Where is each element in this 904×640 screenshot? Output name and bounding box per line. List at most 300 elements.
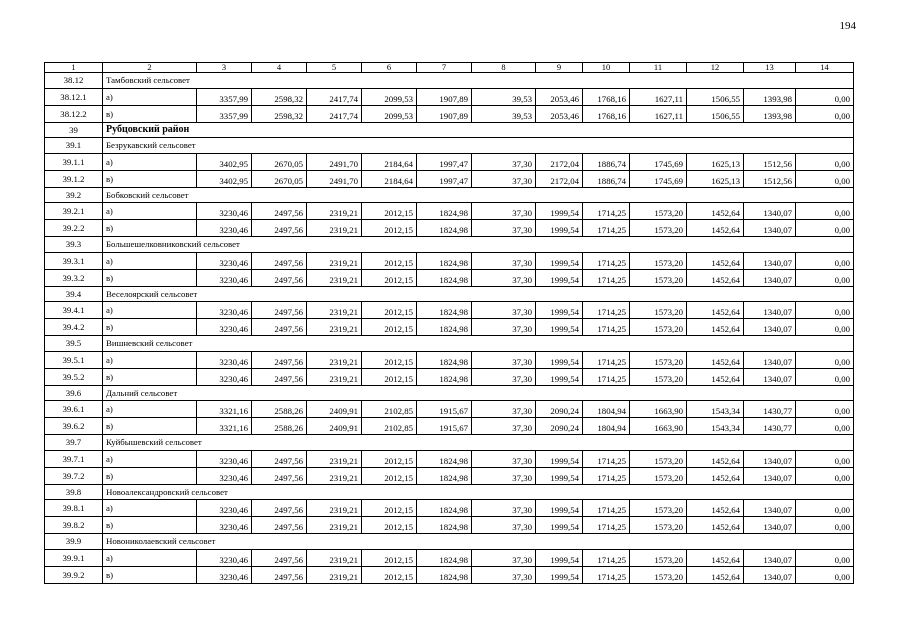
- value-cell: 1907,89: [417, 88, 472, 105]
- value-cell: 0,00: [796, 203, 854, 220]
- value-cell: 1340,07: [744, 549, 796, 566]
- row-code: 39.8.2: [45, 517, 103, 534]
- value-cell: 3230,46: [197, 368, 252, 385]
- value-cell: 1340,07: [744, 220, 796, 237]
- value-cell: 1824,98: [417, 566, 472, 583]
- value-cell: 2319,21: [307, 252, 362, 269]
- value-cell: 1625,13: [687, 170, 744, 187]
- value-cell: 1573,20: [630, 252, 687, 269]
- value-cell: 1506,55: [687, 88, 744, 105]
- value-cell: 1340,07: [744, 368, 796, 385]
- value-cell: 3357,99: [197, 105, 252, 122]
- value-cell: 2012,15: [362, 368, 417, 385]
- value-cell: 2497,56: [252, 450, 307, 467]
- column-header: 12: [687, 63, 744, 73]
- value-cell: 1573,20: [630, 467, 687, 484]
- value-cell: 1768,16: [583, 105, 630, 122]
- value-cell: 0,00: [796, 88, 854, 105]
- value-cell: 2053,46: [536, 88, 583, 105]
- value-cell: 1714,25: [583, 467, 630, 484]
- settlement-name: Веселоярский сельсовет: [103, 286, 854, 302]
- row-label: а): [103, 153, 197, 170]
- settlement-name: Дальний сельсовет: [103, 385, 854, 401]
- value-cell: 1393,98: [744, 88, 796, 105]
- value-cell: 1452,64: [687, 566, 744, 583]
- value-cell: 2598,32: [252, 105, 307, 122]
- value-cell: 1512,56: [744, 153, 796, 170]
- value-cell: 1452,64: [687, 549, 744, 566]
- value-cell: 1714,25: [583, 566, 630, 583]
- row-code: 39.2.1: [45, 203, 103, 220]
- table-row: [45, 170, 854, 187]
- value-cell: 1573,20: [630, 269, 687, 286]
- row-label: в): [103, 467, 197, 484]
- value-cell: 1340,07: [744, 450, 796, 467]
- value-cell: 2588,26: [252, 418, 307, 435]
- value-cell: 3230,46: [197, 566, 252, 583]
- value-cell: 37,30: [472, 401, 536, 418]
- value-cell: 1663,90: [630, 401, 687, 418]
- value-cell: 1452,64: [687, 302, 744, 319]
- value-cell: 1824,98: [417, 549, 472, 566]
- table-row: [45, 105, 854, 122]
- value-cell: 1714,25: [583, 269, 630, 286]
- value-cell: 1340,07: [744, 252, 796, 269]
- row-code: 39.3.1: [45, 252, 103, 269]
- value-cell: 1907,89: [417, 105, 472, 122]
- row-label: в): [103, 418, 197, 435]
- column-header: 7: [417, 63, 472, 73]
- value-cell: 1745,69: [630, 153, 687, 170]
- row-label: в): [103, 368, 197, 385]
- value-cell: 0,00: [796, 450, 854, 467]
- table-row: [45, 269, 854, 286]
- district-row: [45, 122, 854, 138]
- row-code: 39.8.1: [45, 500, 103, 517]
- value-cell: 1573,20: [630, 368, 687, 385]
- value-cell: 2319,21: [307, 467, 362, 484]
- value-cell: 2012,15: [362, 467, 417, 484]
- value-cell: 37,30: [472, 566, 536, 583]
- value-cell: 2319,21: [307, 549, 362, 566]
- value-cell: 2491,70: [307, 153, 362, 170]
- value-cell: 37,30: [472, 517, 536, 534]
- value-cell: 1452,64: [687, 252, 744, 269]
- value-cell: 1573,20: [630, 302, 687, 319]
- column-header: 6: [362, 63, 417, 73]
- section-row: [45, 534, 854, 550]
- value-cell: 0,00: [796, 319, 854, 336]
- column-header: 13: [744, 63, 796, 73]
- value-cell: 0,00: [796, 302, 854, 319]
- value-cell: 1714,25: [583, 450, 630, 467]
- value-cell: 1824,98: [417, 517, 472, 534]
- row-code: 39.1.2: [45, 170, 103, 187]
- value-cell: 0,00: [796, 566, 854, 583]
- value-cell: 3230,46: [197, 549, 252, 566]
- value-cell: 0,00: [796, 269, 854, 286]
- value-cell: 2670,05: [252, 153, 307, 170]
- table-row: [45, 302, 854, 319]
- value-cell: 1999,54: [536, 517, 583, 534]
- settlement-name: Вишневский сельсовет: [103, 336, 854, 352]
- value-cell: 37,30: [472, 450, 536, 467]
- value-cell: 1625,13: [687, 153, 744, 170]
- value-cell: 1573,20: [630, 220, 687, 237]
- section-row: [45, 286, 854, 302]
- row-label: а): [103, 401, 197, 418]
- row-label: а): [103, 203, 197, 220]
- row-code: 39.1.1: [45, 153, 103, 170]
- value-cell: 2491,70: [307, 170, 362, 187]
- value-cell: 1573,20: [630, 549, 687, 566]
- row-code: 39.2: [45, 187, 103, 203]
- value-cell: 2172,04: [536, 153, 583, 170]
- settlement-name: Безрукавский сельсовет: [103, 138, 854, 154]
- value-cell: 37,30: [472, 153, 536, 170]
- value-cell: 2184,64: [362, 153, 417, 170]
- value-cell: 1340,07: [744, 500, 796, 517]
- section-row: [45, 237, 854, 253]
- row-code: 39.2.2: [45, 220, 103, 237]
- value-cell: 1452,64: [687, 368, 744, 385]
- value-cell: 2417,74: [307, 105, 362, 122]
- value-cell: 3230,46: [197, 517, 252, 534]
- value-cell: 2099,53: [362, 105, 417, 122]
- row-code: 39.5.2: [45, 368, 103, 385]
- row-label: а): [103, 88, 197, 105]
- table-row: [45, 203, 854, 220]
- value-cell: 1999,54: [536, 302, 583, 319]
- table-row: [45, 467, 854, 484]
- row-code: 39.9.1: [45, 549, 103, 566]
- value-cell: 37,30: [472, 252, 536, 269]
- value-cell: 37,30: [472, 170, 536, 187]
- row-code: 39.6.1: [45, 401, 103, 418]
- value-cell: 3230,46: [197, 252, 252, 269]
- row-label: а): [103, 450, 197, 467]
- column-header: 8: [472, 63, 536, 73]
- section-row: [45, 435, 854, 451]
- table-row: [45, 368, 854, 385]
- table-row: [45, 220, 854, 237]
- value-cell: 0,00: [796, 220, 854, 237]
- value-cell: 1663,90: [630, 418, 687, 435]
- value-cell: 1340,07: [744, 351, 796, 368]
- value-cell: 1999,54: [536, 252, 583, 269]
- row-label: а): [103, 549, 197, 566]
- row-label: в): [103, 220, 197, 237]
- value-cell: 1452,64: [687, 450, 744, 467]
- section-row: [45, 336, 854, 352]
- value-cell: 1886,74: [583, 153, 630, 170]
- value-cell: 1452,64: [687, 269, 744, 286]
- value-cell: 1573,20: [630, 500, 687, 517]
- value-cell: 2012,15: [362, 252, 417, 269]
- value-cell: 1452,64: [687, 319, 744, 336]
- row-code: 39.7.1: [45, 450, 103, 467]
- settlement-name: Бобковский сельсовет: [103, 187, 854, 203]
- value-cell: 1393,98: [744, 105, 796, 122]
- value-cell: 1512,56: [744, 170, 796, 187]
- column-header: 9: [536, 63, 583, 73]
- value-cell: 2497,56: [252, 517, 307, 534]
- value-cell: 1804,94: [583, 418, 630, 435]
- page-number: 194: [839, 20, 856, 32]
- value-cell: 1627,11: [630, 88, 687, 105]
- column-number-row: [45, 63, 854, 73]
- value-cell: 2099,53: [362, 88, 417, 105]
- value-cell: 0,00: [796, 368, 854, 385]
- row-code: 39.6.2: [45, 418, 103, 435]
- value-cell: 1997,47: [417, 170, 472, 187]
- value-cell: 2497,56: [252, 500, 307, 517]
- value-cell: 39,53: [472, 105, 536, 122]
- value-cell: 37,30: [472, 368, 536, 385]
- value-cell: 1340,07: [744, 517, 796, 534]
- value-cell: 1506,55: [687, 105, 744, 122]
- value-cell: 2102,85: [362, 418, 417, 435]
- value-cell: 1573,20: [630, 319, 687, 336]
- row-code: 38.12: [45, 73, 103, 89]
- value-cell: 1824,98: [417, 269, 472, 286]
- value-cell: 3230,46: [197, 302, 252, 319]
- value-cell: 1999,54: [536, 500, 583, 517]
- value-cell: 2588,26: [252, 401, 307, 418]
- row-label: в): [103, 566, 197, 583]
- value-cell: 2012,15: [362, 351, 417, 368]
- settlement-name: Тамбовский сельсовет: [103, 73, 854, 89]
- column-header: 3: [197, 63, 252, 73]
- row-code: 39.1: [45, 138, 103, 154]
- row-code: 39.9: [45, 534, 103, 550]
- value-cell: 1340,07: [744, 566, 796, 583]
- value-cell: 2670,05: [252, 170, 307, 187]
- value-cell: 2598,32: [252, 88, 307, 105]
- value-cell: 1452,64: [687, 517, 744, 534]
- value-cell: 3230,46: [197, 467, 252, 484]
- value-cell: 3230,46: [197, 450, 252, 467]
- value-cell: 2012,15: [362, 549, 417, 566]
- row-code: 39.6: [45, 385, 103, 401]
- value-cell: 2319,21: [307, 319, 362, 336]
- value-cell: 0,00: [796, 500, 854, 517]
- row-label: а): [103, 252, 197, 269]
- row-label: а): [103, 500, 197, 517]
- row-label: в): [103, 517, 197, 534]
- value-cell: 39,53: [472, 88, 536, 105]
- row-code: 38.12.1: [45, 88, 103, 105]
- value-cell: 1999,54: [536, 203, 583, 220]
- tariff-table: [44, 62, 854, 584]
- column-header: 14: [796, 63, 854, 73]
- column-header: 5: [307, 63, 362, 73]
- value-cell: 0,00: [796, 105, 854, 122]
- value-cell: 1915,67: [417, 401, 472, 418]
- value-cell: 1824,98: [417, 203, 472, 220]
- row-code: 39.9.2: [45, 566, 103, 583]
- value-cell: 2319,21: [307, 368, 362, 385]
- value-cell: 1714,25: [583, 302, 630, 319]
- value-cell: 3321,16: [197, 418, 252, 435]
- value-cell: 2102,85: [362, 401, 417, 418]
- value-cell: 1430,77: [744, 418, 796, 435]
- value-cell: 2319,21: [307, 517, 362, 534]
- value-cell: 2409,91: [307, 401, 362, 418]
- value-cell: 3321,16: [197, 401, 252, 418]
- value-cell: 1543,34: [687, 418, 744, 435]
- value-cell: 1714,25: [583, 203, 630, 220]
- row-code: 39.3.2: [45, 269, 103, 286]
- value-cell: 2012,15: [362, 450, 417, 467]
- row-label: а): [103, 351, 197, 368]
- value-cell: 0,00: [796, 549, 854, 566]
- table-row: [45, 549, 854, 566]
- settlement-name: Новониколаевский сельсовет: [103, 534, 854, 550]
- value-cell: 37,30: [472, 302, 536, 319]
- value-cell: 1768,16: [583, 88, 630, 105]
- section-row: [45, 484, 854, 500]
- value-cell: 1452,64: [687, 467, 744, 484]
- value-cell: 1340,07: [744, 319, 796, 336]
- value-cell: 2012,15: [362, 220, 417, 237]
- value-cell: 1999,54: [536, 566, 583, 583]
- value-cell: 1340,07: [744, 269, 796, 286]
- value-cell: 1714,25: [583, 220, 630, 237]
- value-cell: 2319,21: [307, 269, 362, 286]
- section-row: [45, 187, 854, 203]
- value-cell: 2012,15: [362, 517, 417, 534]
- value-cell: 1824,98: [417, 319, 472, 336]
- column-header: 2: [103, 63, 197, 73]
- column-header: 11: [630, 63, 687, 73]
- district-name: Рубцовский район: [103, 122, 854, 138]
- value-cell: 2319,21: [307, 203, 362, 220]
- value-cell: 0,00: [796, 467, 854, 484]
- value-cell: 1573,20: [630, 351, 687, 368]
- value-cell: 37,30: [472, 351, 536, 368]
- row-label: в): [103, 170, 197, 187]
- row-code: 39.3: [45, 237, 103, 253]
- value-cell: 1340,07: [744, 203, 796, 220]
- value-cell: 37,30: [472, 220, 536, 237]
- value-cell: 37,30: [472, 467, 536, 484]
- column-header: 4: [252, 63, 307, 73]
- value-cell: 2012,15: [362, 319, 417, 336]
- row-code: 39.5.1: [45, 351, 103, 368]
- table-row: [45, 500, 854, 517]
- column-header: 1: [45, 63, 103, 73]
- value-cell: 2497,56: [252, 566, 307, 583]
- value-cell: 0,00: [796, 170, 854, 187]
- value-cell: 1452,64: [687, 351, 744, 368]
- value-cell: 1824,98: [417, 368, 472, 385]
- value-cell: 37,30: [472, 203, 536, 220]
- value-cell: 0,00: [796, 252, 854, 269]
- value-cell: 2012,15: [362, 500, 417, 517]
- value-cell: 1714,25: [583, 368, 630, 385]
- value-cell: 2012,15: [362, 302, 417, 319]
- value-cell: 1452,64: [687, 203, 744, 220]
- value-cell: 1824,98: [417, 351, 472, 368]
- row-code: 39: [45, 122, 103, 138]
- table-row: [45, 88, 854, 105]
- value-cell: 1714,25: [583, 517, 630, 534]
- value-cell: 1999,54: [536, 368, 583, 385]
- value-cell: 3230,46: [197, 351, 252, 368]
- value-cell: 3357,99: [197, 88, 252, 105]
- value-cell: 1804,94: [583, 401, 630, 418]
- value-cell: 1999,54: [536, 220, 583, 237]
- table-body: [45, 63, 854, 584]
- value-cell: 1430,77: [744, 401, 796, 418]
- settlement-name: Куйбышевский сельсовет: [103, 435, 854, 451]
- value-cell: 1573,20: [630, 203, 687, 220]
- value-cell: 2497,56: [252, 252, 307, 269]
- value-cell: 3230,46: [197, 220, 252, 237]
- value-cell: 0,00: [796, 418, 854, 435]
- value-cell: 2184,64: [362, 170, 417, 187]
- value-cell: 1745,69: [630, 170, 687, 187]
- value-cell: 2497,56: [252, 319, 307, 336]
- value-cell: 1997,47: [417, 153, 472, 170]
- value-cell: 1886,74: [583, 170, 630, 187]
- table-row: [45, 153, 854, 170]
- value-cell: 1824,98: [417, 302, 472, 319]
- row-code: 39.8: [45, 484, 103, 500]
- value-cell: 1573,20: [630, 517, 687, 534]
- value-cell: 3230,46: [197, 269, 252, 286]
- value-cell: 37,30: [472, 269, 536, 286]
- row-code: 39.4: [45, 286, 103, 302]
- value-cell: 1340,07: [744, 467, 796, 484]
- value-cell: 0,00: [796, 517, 854, 534]
- value-cell: 1573,20: [630, 566, 687, 583]
- row-code: 38.12.2: [45, 105, 103, 122]
- value-cell: 2497,56: [252, 351, 307, 368]
- settlement-name: Большешелковниковский сельсовет: [103, 237, 854, 253]
- row-code: 39.7.2: [45, 467, 103, 484]
- value-cell: 2319,21: [307, 351, 362, 368]
- value-cell: 2497,56: [252, 467, 307, 484]
- value-cell: 2319,21: [307, 220, 362, 237]
- value-cell: 1999,54: [536, 450, 583, 467]
- value-cell: 2319,21: [307, 302, 362, 319]
- value-cell: 1999,54: [536, 351, 583, 368]
- value-cell: 2012,15: [362, 269, 417, 286]
- value-cell: 1915,67: [417, 418, 472, 435]
- table-row: [45, 401, 854, 418]
- value-cell: 2090,24: [536, 401, 583, 418]
- value-cell: 2319,21: [307, 500, 362, 517]
- value-cell: 1714,25: [583, 500, 630, 517]
- section-row: [45, 138, 854, 154]
- table-row: [45, 517, 854, 534]
- row-code: 39.5: [45, 336, 103, 352]
- table-row: [45, 450, 854, 467]
- value-cell: 2497,56: [252, 549, 307, 566]
- value-cell: 2417,74: [307, 88, 362, 105]
- value-cell: 1999,54: [536, 269, 583, 286]
- value-cell: 3230,46: [197, 500, 252, 517]
- table-row: [45, 418, 854, 435]
- section-row: [45, 385, 854, 401]
- value-cell: 1824,98: [417, 450, 472, 467]
- value-cell: 37,30: [472, 549, 536, 566]
- value-cell: 1714,25: [583, 319, 630, 336]
- table-row: [45, 252, 854, 269]
- value-cell: 1824,98: [417, 220, 472, 237]
